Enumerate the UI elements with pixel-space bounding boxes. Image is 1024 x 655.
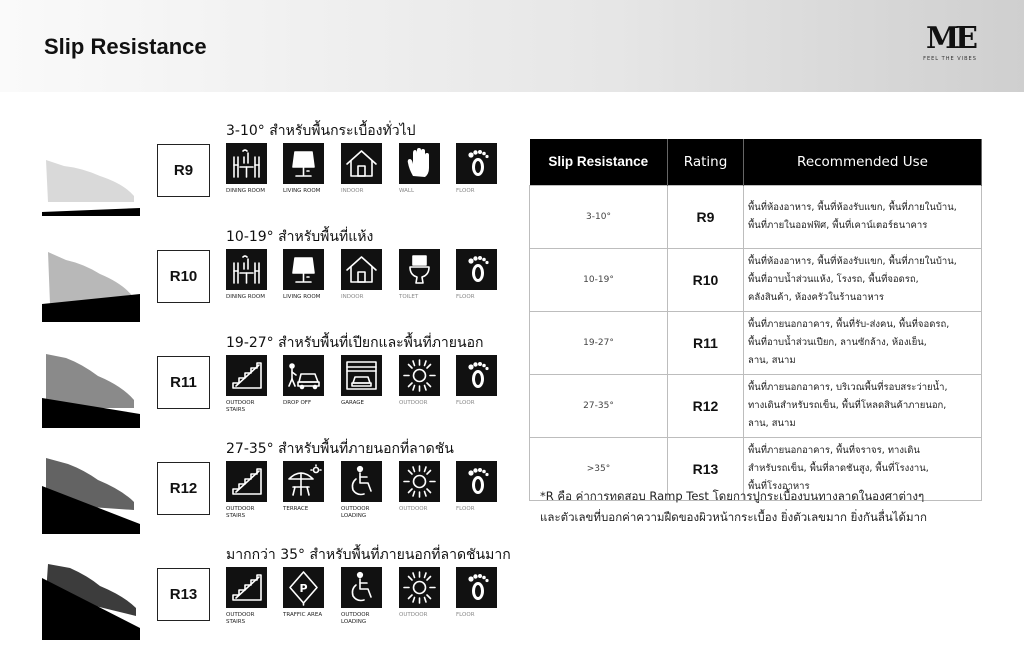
rating-cell: R10 bbox=[668, 248, 744, 311]
outdoor-sun-icon bbox=[399, 355, 440, 396]
icon-label: OUTDOOR STAIRS bbox=[226, 612, 255, 625]
use-line: พื้นที่โรงอาหาร bbox=[748, 480, 810, 492]
outdoor-sun-icon bbox=[399, 461, 440, 502]
icon-item bbox=[283, 461, 343, 531]
footnote bbox=[540, 486, 990, 528]
rating-box: R13 bbox=[157, 568, 210, 621]
icon-item bbox=[226, 143, 286, 213]
icon-label: LIVING ROOM bbox=[283, 188, 321, 194]
icon-label: TOILET bbox=[399, 294, 419, 300]
header-rating: Rating bbox=[668, 139, 744, 185]
icon-label: FLOOR bbox=[456, 612, 475, 618]
icon-item bbox=[456, 355, 516, 425]
living-room-icon bbox=[283, 249, 324, 290]
rating-box: R12 bbox=[157, 462, 210, 515]
icon-label: GARAGE bbox=[341, 400, 365, 406]
icon-item bbox=[399, 355, 459, 425]
use-line: พื้นที่อาบน้ำส่วนแห้ง, โรงรถ, พื้นที่จอดรถ, bbox=[748, 273, 919, 285]
toilet-icon bbox=[399, 249, 440, 290]
terrace-icon bbox=[283, 461, 324, 502]
table-header-row bbox=[530, 139, 982, 185]
living-room-icon bbox=[283, 143, 324, 184]
use-line: พื้นที่อาบน้ำส่วนเปียก, ลานซักล้าง, ห้องเย็น, bbox=[748, 336, 927, 348]
icon-label: OUTDOOR bbox=[399, 612, 428, 618]
outdoor-stairs-icon bbox=[226, 461, 267, 502]
use-line: พื้นที่ภายนอกอาคาร, พื้นที่จราจร, ทางเดิน bbox=[748, 444, 920, 456]
icon-label: OUTDOOR bbox=[399, 506, 428, 512]
row-title: มากกว่า 35° สำหรับพื้นที่ภายนอกที่ลาดชันมาก bbox=[226, 547, 511, 563]
icon-item bbox=[226, 355, 286, 425]
angle-cell: 3-10° bbox=[530, 185, 668, 248]
icon-label: INDOOR bbox=[341, 294, 364, 300]
icon-item bbox=[283, 355, 343, 425]
icon-label: FLOOR bbox=[456, 188, 475, 194]
use-line: สำหรับรถเข็น, พื้นที่ลาดชันสูง, พื้นที่โรงงาน, bbox=[748, 462, 929, 474]
outdoor-loading-icon bbox=[341, 461, 382, 502]
table-row bbox=[530, 185, 982, 248]
rating-cell: R11 bbox=[668, 311, 744, 374]
outdoor-stairs-icon bbox=[226, 355, 267, 396]
icon-label: OUTDOOR bbox=[399, 400, 428, 406]
use-line: ลาน, สนาม bbox=[748, 354, 796, 366]
row-title: 19-27° สำหรับพื้นที่เปียกและพื้นที่ภายนอก bbox=[226, 335, 484, 351]
icon-item bbox=[399, 249, 459, 319]
icon-item bbox=[399, 461, 459, 531]
icon-label: DINING ROOM bbox=[226, 188, 265, 194]
rating-box: R11 bbox=[157, 356, 210, 409]
use-line: พื้นที่ห้องอาหาร, พื้นที่ห้องรับแขก, พื้นที่ภายในบ้าน, bbox=[748, 201, 957, 213]
logo-mark: ME bbox=[925, 21, 975, 56]
shoe-on-ramp-icon bbox=[42, 246, 140, 322]
floor-icon bbox=[456, 461, 497, 502]
svg-text:P: P bbox=[299, 582, 308, 595]
table-row bbox=[530, 248, 982, 311]
indoor-icon bbox=[341, 249, 382, 290]
footnote-line: และตัวเลขที่บอกค่าความฝืดของผิวหน้ากระเบื้อง ยิ่งตัวเลขมาก ยิ่งกันลื่นได้มาก bbox=[540, 510, 928, 524]
wall-icon bbox=[399, 143, 440, 184]
recommended-use-cell bbox=[744, 185, 982, 248]
table-row bbox=[530, 374, 982, 437]
angle-cell: 27-35° bbox=[530, 374, 668, 437]
icon-label: INDOOR bbox=[341, 188, 364, 194]
icon-item bbox=[283, 143, 343, 213]
floor-icon bbox=[456, 143, 497, 184]
dining-room-icon bbox=[226, 249, 267, 290]
row-title: 10-19° สำหรับพื้นที่แห้ง bbox=[226, 229, 374, 245]
rating-cell: R13 bbox=[668, 437, 744, 500]
recommended-use-cell bbox=[744, 374, 982, 437]
outdoor-loading-icon bbox=[341, 567, 382, 608]
use-line: พื้นที่ภายนอกอาคาร, พื้นที่รับ-ส่งคน, พื้นที่จอดรถ, bbox=[748, 318, 950, 330]
header-recommended-use: Recommended Use bbox=[744, 139, 982, 185]
floor-icon bbox=[456, 567, 497, 608]
use-line: ทางเดินสำหรับรถเข็น, พื้นที่โหลดสินค้าภายนอก, bbox=[748, 399, 947, 411]
icon-item bbox=[456, 143, 516, 213]
icon-label: WALL bbox=[399, 188, 415, 194]
outdoor-sun-icon bbox=[399, 567, 440, 608]
shoe-on-ramp-icon bbox=[42, 564, 140, 640]
icon-item bbox=[341, 249, 401, 319]
icon-item bbox=[399, 567, 459, 637]
use-line: พื้นที่ห้องอาหาร, พื้นที่ห้องรับแขก, พื้นที่ภายในบ้าน, bbox=[748, 255, 957, 267]
icon-label: FLOOR bbox=[456, 294, 475, 300]
icon-label: OUTDOOR LOADING bbox=[341, 612, 370, 625]
logo-tagline: FEEL THE VIBES bbox=[923, 56, 977, 62]
dining-room-icon bbox=[226, 143, 267, 184]
shoe-on-ramp-icon bbox=[42, 458, 140, 534]
icon-label: OUTDOOR STAIRS bbox=[226, 506, 255, 519]
slip-row-r12 bbox=[0, 438, 520, 538]
icon-label: LIVING ROOM bbox=[283, 294, 321, 300]
recommended-use-cell bbox=[744, 248, 982, 311]
recommended-use-cell bbox=[744, 311, 982, 374]
table-row bbox=[530, 311, 982, 374]
slip-row-r9 bbox=[0, 120, 520, 220]
rating-cell: R12 bbox=[668, 374, 744, 437]
rating-cell: R9 bbox=[668, 185, 744, 248]
icon-label: TERRACE bbox=[283, 506, 309, 512]
angle-cell: >35° bbox=[530, 437, 668, 500]
traffic-area-icon bbox=[283, 567, 324, 608]
slip-row-r10 bbox=[0, 226, 520, 326]
slip-resistance-table bbox=[529, 139, 982, 501]
icon-item bbox=[456, 461, 516, 531]
icon-item bbox=[399, 143, 459, 213]
angle-cell: 19-27° bbox=[530, 311, 668, 374]
icon-item bbox=[226, 567, 286, 637]
shoe-on-ramp-icon bbox=[42, 140, 140, 216]
header-slip-resistance: Slip Resistance bbox=[530, 139, 668, 185]
garage-icon bbox=[341, 355, 382, 396]
icon-label: OUTDOOR STAIRS bbox=[226, 400, 255, 413]
icon-label: TRAFFIC AREA bbox=[283, 612, 323, 618]
slip-row-r11 bbox=[0, 332, 520, 432]
header-banner bbox=[0, 0, 1024, 92]
use-line: คลังสินค้า, ห้องครัวในร้านอาหาร bbox=[748, 291, 885, 303]
angle-cell: 10-19° bbox=[530, 248, 668, 311]
icon-item bbox=[283, 567, 343, 637]
icon-item bbox=[341, 461, 401, 531]
icon-item bbox=[456, 567, 516, 637]
icon-item bbox=[226, 249, 286, 319]
footnote-line: *R คือ ค่าการทดสอบ Ramp Test โดยการปูกระเบื้องบนทางลาดในองศาต่างๆ bbox=[540, 489, 925, 503]
rating-box: R10 bbox=[157, 250, 210, 303]
icon-label: DINING ROOM bbox=[226, 294, 265, 300]
slip-row-r13 bbox=[0, 544, 520, 644]
row-title: 27-35° สำหรับพื้นที่ภายนอกที่ลาดชัน bbox=[226, 441, 454, 457]
icon-label: FLOOR bbox=[456, 400, 475, 406]
brand-logo bbox=[917, 22, 983, 68]
floor-icon bbox=[456, 355, 497, 396]
indoor-icon bbox=[341, 143, 382, 184]
icon-item bbox=[456, 249, 516, 319]
outdoor-stairs-icon bbox=[226, 567, 267, 608]
icon-item bbox=[283, 249, 343, 319]
icon-item bbox=[226, 461, 286, 531]
page-title: Slip Resistance bbox=[44, 34, 207, 59]
rating-box: R9 bbox=[157, 144, 210, 197]
floor-icon bbox=[456, 249, 497, 290]
icon-label: OUTDOOR LOADING bbox=[341, 506, 370, 519]
icon-label: FLOOR bbox=[456, 506, 475, 512]
icon-item bbox=[341, 143, 401, 213]
use-line: พื้นที่ภายในออฟฟิศ, พื้นที่เคาน์เตอร์ธนาคาร bbox=[748, 219, 928, 231]
shoe-on-ramp-icon bbox=[42, 352, 140, 428]
use-line: ลาน, สนาม bbox=[748, 417, 796, 429]
drop-off-icon bbox=[283, 355, 324, 396]
use-line: พื้นที่ภายนอกอาคาร, บริเวณพื้นที่รอบสระว่ายน้ำ, bbox=[748, 381, 948, 393]
row-title: 3-10° สำหรับพื้นกระเบื้องทั่วไป bbox=[226, 123, 416, 139]
icon-item bbox=[341, 567, 401, 637]
icon-label: DROP OFF bbox=[283, 400, 312, 406]
icon-item bbox=[341, 355, 401, 425]
